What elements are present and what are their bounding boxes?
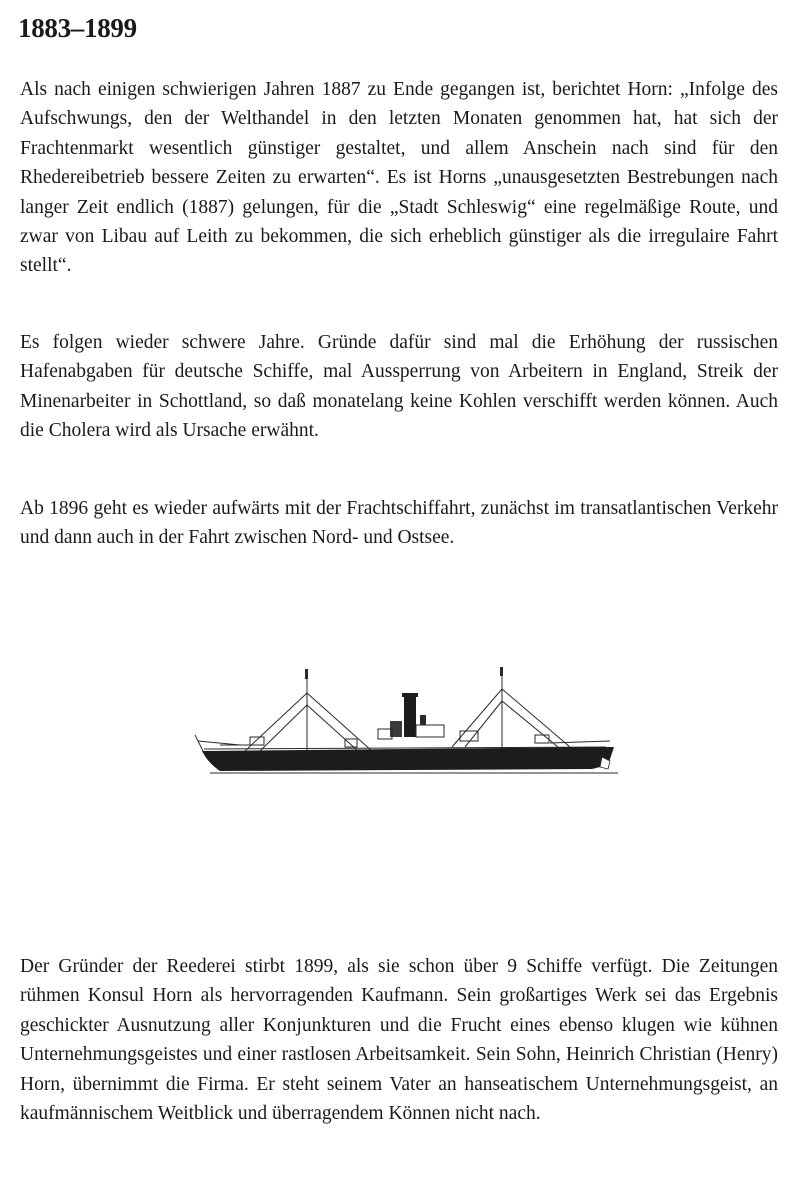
steamship-illustration-icon	[190, 665, 620, 780]
paragraph-1: Als nach einigen schwierigen Jahren 1887 zu Ende gegangen ist, berichtet Horn: „Infolge des Aufschwungs, den der Welthandel in den letzten Monaten genommen hat, hat sich der Frachtenmarkt wesentlich günstiger gestaltet, und allem Anschein nach sind für den Rhedereibetrieb bessere Zeiten zu erwarten“. Es ist Horns „unausgesetzten Bestrebungen nach langer Zeit endlich (1887) gelungen, für die „Stadt Schleswig“ eine regelmäßige Route, und zwar von Libau auf Leith zu bekommen, die sich erheblich günstiger als die irregulaire Fahrt stellt“.	[20, 79, 778, 277]
paragraph-2: Es folgen wieder schwere Jahre. Gründe dafür sind mal die Erhöhung der russischen Hafenabgaben für deutsche Schiffe, mal Aussperrung von Arbeitern in England, Streik der Minenarbeiter in Schottland, so daß monatelang keine Kohlen verschifft werden können. Auch die Cholera wird als Ursache erwähnt.	[20, 332, 778, 442]
section-heading: 1883–1899	[18, 13, 137, 43]
paragraph-4: Der Gründer der Reederei stirbt 1899, als sie schon über 9 Schiffe verfügt. Die Zeitungen rühmen Konsul Horn als hervorragenden Kaufmann. Sein großartiges Werk sei das Ergebnis geschickter Ausnutzung aller Konjunkturen und die Frucht eines ebenso klugen wie kühnen Unternehmungsgeistes und einer rastlosen Arbeitsamkeit. Sein Sohn, Heinrich Christian (Henry) Horn, übernimmt die Firma. Er steht seinem Vater an hanseatischem Unternehmungsgeist, an kaufmännischem Weitblick und überragendem Können nicht nach.	[20, 956, 778, 1125]
steamship-illustration	[190, 665, 620, 780]
paragraph-3: Ab 1896 geht es wieder aufwärts mit der Frachtschiffahrt, zunächst im transatlantischen Verkehr und dann auch in der Fahrt zwischen Nord- und Ostsee.	[20, 498, 778, 549]
